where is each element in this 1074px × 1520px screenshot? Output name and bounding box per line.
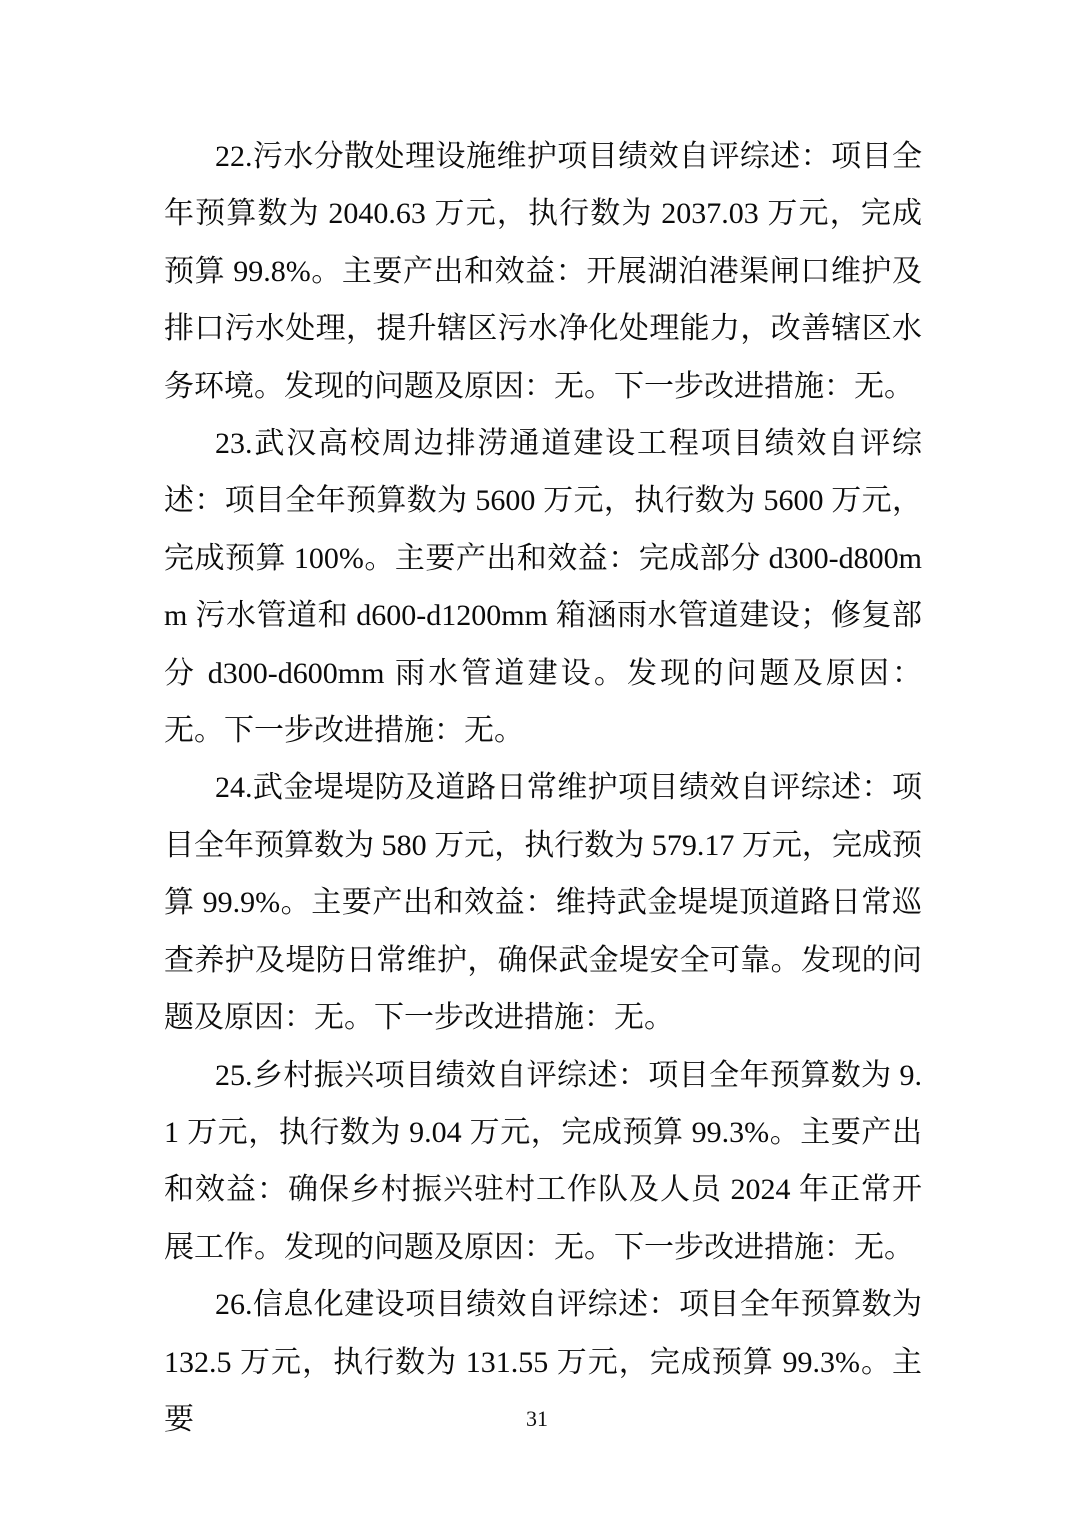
paragraph-item-26: 26.信息化建设项目绩效自评综述：项目全年预算数为 132.5 万元，执行数为 131.55 万元，完成预算 99.3%。主要 — [164, 1288, 922, 1436]
page-footer — [0, 1406, 1074, 1432]
document-body — [164, 128, 922, 1448]
paragraph-item-24: 24.武金堤堤防及道路日常维护项目绩效自评综述：项目全年预算数为 580 万元，执行数为 579.17 万元，完成预算 99.9%。主要产出和效益：维持武金堤堤顶道路日常巡查养护及堤防日常维护，确保武金堤安全可靠。发现的问题及原因：无。下一步改进措施：无。 — [164, 771, 922, 1035]
paragraph-item-23: 23.武汉高校周边排涝通道建设工程项目绩效自评综述：项目全年预算数为 5600 万元，执行数为 5600 万元，完成预算 100%。主要产出和效益：完成部分 d300-d800mm 污水管道和 d600-d1200mm 箱涵雨水管道建设；修复部分 d300-d600mm 雨水管道建设。发现的问题及原因：无。下一步改进措施：无。 — [164, 427, 922, 748]
paragraph-item-25: 25.乡村振兴项目绩效自评综述：项目全年预算数为 9.1 万元，执行数为 9.04 万元，完成预算 99.3%。主要产出和效益：确保乡村振兴驻村工作队及人员 2024 年正常开展工作。发现的问题及原因：无。下一步改进措施：无。 — [164, 1058, 922, 1264]
paragraph-item-22: 22.污水分散处理设施维护项目绩效自评综述：项目全年预算数为 2040.63 万元，执行数为 2037.03 万元，完成预算 99.8%。主要产出和效益：开展湖泊港渠闸口维护及排口污水处理，提升辖区污水净化处理能力，改善辖区水务环境。发现的问题及原因：无。下一步改进措施：无。 — [164, 140, 922, 403]
page-number: 31 — [526, 1406, 548, 1431]
